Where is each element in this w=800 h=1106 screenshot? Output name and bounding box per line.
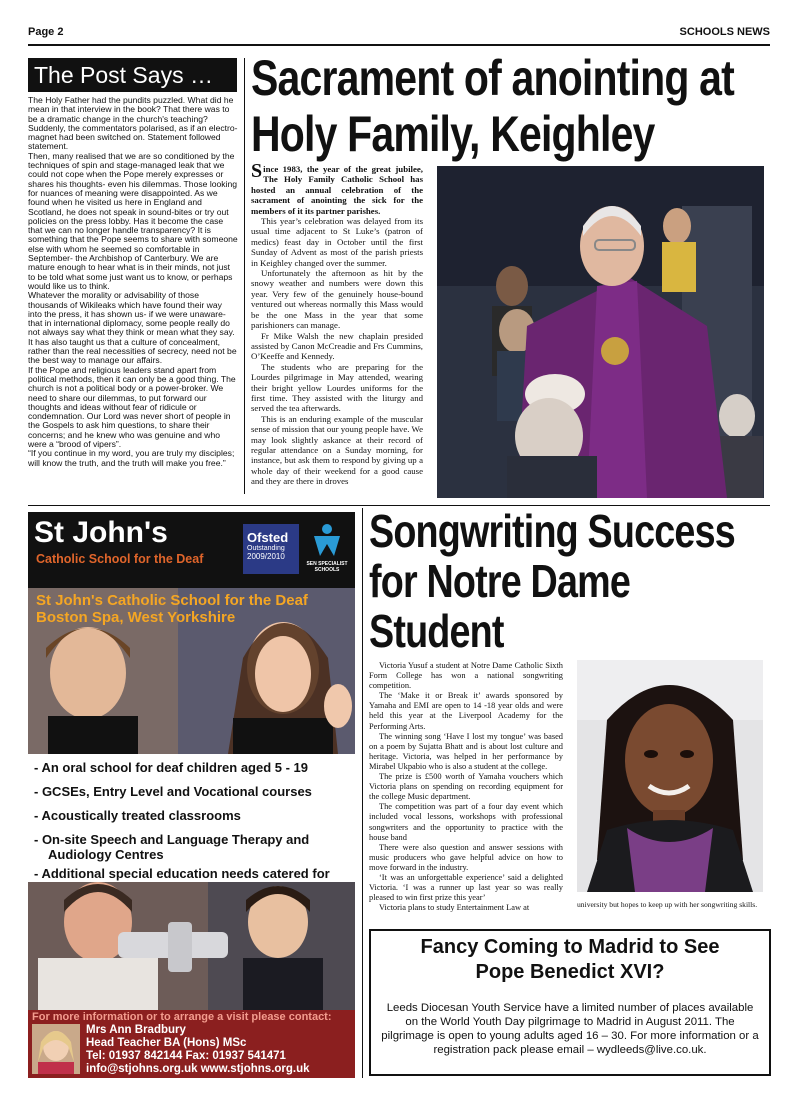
sen-badge-text: SEN SPECIALIST SCHOOLS xyxy=(306,561,348,573)
contact-web: info@stjohns.org.uk www.stjohns.org.uk xyxy=(86,1063,310,1075)
ad-contact-block xyxy=(28,1010,355,1078)
ad-bullet: - On-site Speech and Language Therapy and xyxy=(34,832,310,847)
ofsted-badge xyxy=(243,524,299,574)
contact-phone: Tel: 01937 842144 Fax: 01937 541471 xyxy=(86,1050,286,1062)
victoria-photo xyxy=(577,660,763,892)
ad-photo-students xyxy=(28,588,355,754)
headteacher-photo xyxy=(32,1024,80,1074)
article2-headline-line1: Songwriting Success xyxy=(369,505,735,557)
ad-contact-heading: For more information or to arrange a visit please contact: xyxy=(32,1011,332,1023)
ad-banner-line1: St John's Catholic School for the Deaf xyxy=(36,592,308,609)
article1-lead: ince 1983, the year of the great jubilee, The Holy Family Catholic School has hosted an annual celebration of the sacrament of anointing the sick for the members of it its partner parishes. xyxy=(251,164,423,216)
page-number: Page 2 xyxy=(28,26,64,38)
ofsted-rating: Outstanding xyxy=(247,545,285,552)
article2-paragraph: The winning song ‘Have I lost my tongue’ was based on a poem by Sujatta Bhatt and is about lost culture and heritage. Victoria, was helped in her performance by Mirabel Ukpabio who is also a student at the college. xyxy=(369,731,563,771)
sen-people-icon xyxy=(304,522,350,556)
header-rule xyxy=(28,44,770,46)
contact-role: Head Teacher BA (Hons) MSc xyxy=(86,1037,247,1049)
post-title: The Post Says … xyxy=(28,58,237,92)
ofsted-name: Ofsted xyxy=(247,530,289,545)
article2-paragraph: The competition was part of a four day event which included vocal lessons, workshops with professional songwriters and the opportunity to practice with the house band xyxy=(369,802,563,842)
madrid-notice xyxy=(369,929,771,1076)
column-divider xyxy=(362,508,363,1078)
post-paragraph: Then, many realised that we are so conditioned by the techniques of spin and stage-managed leak that we could not cope when the Pope merely expresses or shares his thoughts- even his dilemmas. Those looking for nuances of meaning were disappointed. As we found when he visited us here in England and Scotland, he does not speak in sound-bites or try out policies on the press lobby. Has it become the case that we can no longer handle transparency? It is something that the Pope seems to share with someone else with whom he seemed so comfortable in September- the Archbishop of Canterbury. We are mature enough to hear what is in their minds, not just to be told what some just want us to know, or perhaps would like us to think. xyxy=(28,150,238,291)
ad-bullet: - GCSEs, Entry Level and Vocational courses xyxy=(34,784,312,799)
ad-title: St John's xyxy=(34,516,168,549)
ofsted-years: 2009/2010 xyxy=(247,552,285,561)
article1-paragraph: The students who are preparing for the Lourdes pilgrimage in May attended, wearing their bright yellow Lourdes uniforms for the first time. They assisted with the liturgy and served the tea afterwards. xyxy=(251,361,423,414)
sen-badge xyxy=(304,522,350,576)
article1-body xyxy=(251,160,423,487)
article2-body xyxy=(369,661,563,913)
contact-name: Mrs Ann Bradbury xyxy=(86,1024,186,1036)
post-paragraph: Whatever the morality or advisability of those thousands of Wikileaks which have found their way into the press, it has shown us- if we were unaware- that in international diplomacy, some people really do not always say what they think or mean what they say. It has also taught us that a culture of concealment, rather than the real necessities of secrecy, need not be the best way to manage our affairs. xyxy=(28,290,237,366)
anointing-photo xyxy=(437,166,764,498)
ad-contact-details xyxy=(86,1024,310,1076)
madrid-body: Leeds Diocesan Youth Service have a limited number of places available on the World Youth Day pilgrimage to Madrid in August 2011. The pilgrimage is open to young adults aged 16 – 30. For more information or a registration pack please email – wydleeds@live.co.uk. xyxy=(381,1002,759,1056)
madrid-title xyxy=(371,935,769,985)
article1-paragraph: This year’s celebration was delayed from its usual time adjacent to St Luke’s (patron of medics) feast day in October until the first Sunday of Advent as most of the parish priests in Keighley changed over the summer. xyxy=(251,216,423,268)
ad-bullet-continued: Audiology Centres xyxy=(48,847,164,862)
ad-banner-line2: Boston Spa, West Yorkshire xyxy=(36,609,236,626)
article1-headline-line1: Sacrament of anointing at xyxy=(251,50,734,106)
post-paragraph: If the Pope and religious leaders stand apart from political methods, then it can only be a good thing. The church is not a political body or a power-broker. We need to share our dilemmas, to put forward our thoughts and ideas without fear of ridicule or condemnation. Our Lord was never short of people in the Gospels to ask him questions, to share their concerns; and he knew who was genuine and who were a “brood of vipers”. xyxy=(28,364,236,449)
article2-paragraph: There were also question and answer sessions with music producers who gave helpful advice on how to move forward in the industry. xyxy=(369,842,563,872)
madrid-title-line1: Fancy Coming to Madrid to See xyxy=(420,936,720,958)
post-paragraph: The Holy Father had the pundits puzzled. What did he mean in that interview in the book? That there was to be a dramatic change in the church's teaching? Suddenly, the commentators polarised, as if an electro-magnet had been switched on. Statement followed statement. xyxy=(28,95,238,152)
ad-bullet: - An oral school for deaf children aged 5 - 19 xyxy=(34,760,309,775)
article2-paragraph: The ‘Make it or Break it’ awards sponsored by Yamaha and EMI are open to 14 -18 year olds and were held this year at the Liverpool Academy for the Performing Arts. xyxy=(369,691,563,731)
article2-headline-line3: Student xyxy=(369,605,504,657)
article1-paragraph: This is an enduring example of the muscular sense of mission that our young people have. We may look slightly askance at their record of regular attendance on a Sunday morning, for instance, but ask them to respond by giving up a whole day of their weekend for a good cause and they are there in droves xyxy=(251,413,423,487)
article2-paragraph: Victoria Yusuf a student at Notre Dame Catholic Sixth Form College has won a national songwriting competition. xyxy=(369,661,563,691)
article1-headline-line2: Holy Family, Keighley xyxy=(251,106,655,162)
article2-paragraph: ‘It was an unforgettable experience’ said a delighted Victoria. ‘I was a runner up last year so was really pleased to win first prize this year’ xyxy=(369,872,563,903)
ad-subtitle: Catholic School for the Deaf xyxy=(36,552,204,566)
article1-paragraph: Unfortunately the afternoon as hit by the snowy weather and numbers were down this year. Very few of the genuinely house-bound ventured out whereas normally this Mass would be the one Mass in the year that some parishioners can manage. xyxy=(251,268,423,331)
article2-headline-line2: for Notre Dame xyxy=(369,555,631,607)
ad-bullet: - Acoustically treated classrooms xyxy=(34,808,241,823)
ad-banner xyxy=(36,592,308,626)
victoria-photo-caption: university but hopes to keep up with her songwriting skills. xyxy=(577,900,758,909)
section-name: SCHOOLS NEWS xyxy=(679,26,770,38)
drop-cap: S xyxy=(251,160,263,182)
article1-paragraph: Fr Mike Walsh the new chaplain presided assisted by Canon McCreadie and Frs Cummins, O’Keeffe and Kennedy. xyxy=(251,330,423,362)
ad-photo-hearing-test xyxy=(28,882,355,1010)
article2-paragraph: Victoria plans to study Entertainment Law at xyxy=(379,903,530,913)
madrid-title-line2: Pope Benedict XVI? xyxy=(475,961,665,983)
article2-paragraph: The prize is £500 worth of Yamaha vouchers which Victoria plans on spending on recording equipment for the college Music department. xyxy=(369,772,563,802)
ad-bullet: - Additional special education needs catered for xyxy=(34,866,330,881)
post-paragraph: “If you continue in my word, you are truly my disciples; will know the truth, and the truth will make you free.” xyxy=(28,448,235,468)
post-body xyxy=(28,96,238,468)
st-johns-advert xyxy=(28,512,355,1078)
column-divider xyxy=(244,58,245,494)
ad-bullet-list xyxy=(28,754,355,882)
